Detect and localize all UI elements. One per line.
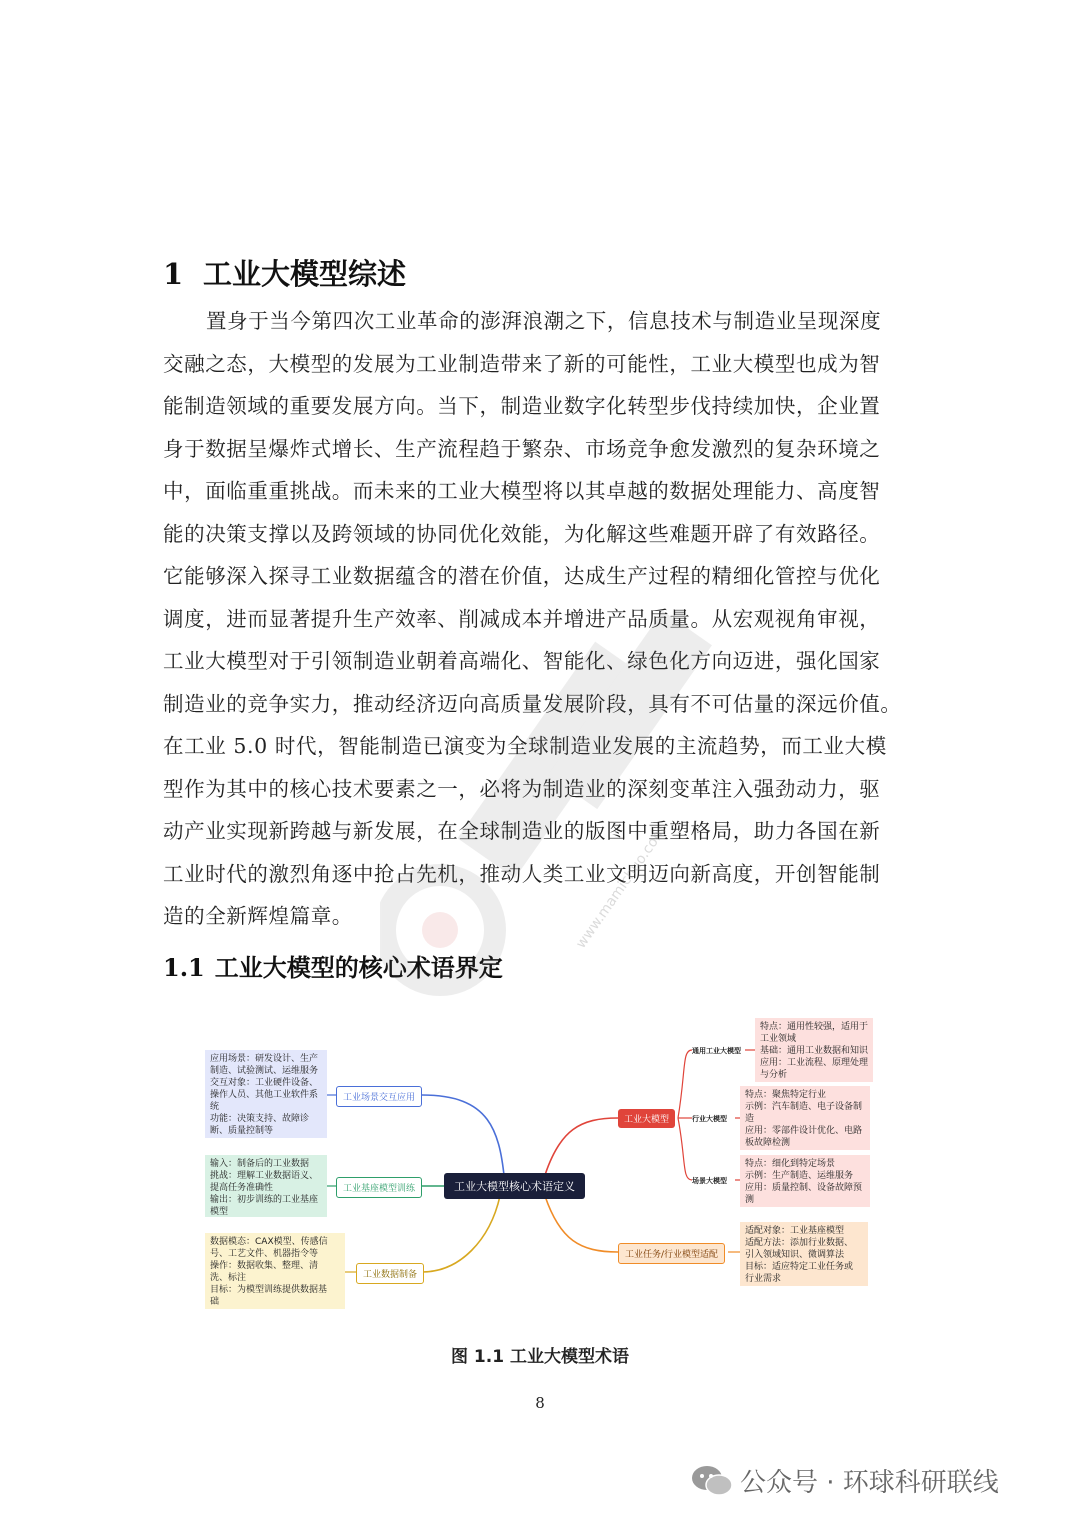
branch-node-industrial-model: 工业大模型 xyxy=(618,1109,675,1128)
section-number: 1 xyxy=(163,257,184,291)
detail-line: 断、质量控制等 xyxy=(210,1126,274,1136)
detail-line: 特点：细化到特定场景 xyxy=(745,1159,836,1169)
detail-line: 挑战：理解工业数据语义、 xyxy=(210,1171,319,1181)
body-line: 它能够深入探寻工业数据蕴含的潜在价值，达成生产过程的精细化管控与优化 xyxy=(163,564,881,588)
subsection-title: 工业大模型的核心术语界定 xyxy=(214,954,503,982)
footer-watermark xyxy=(690,1462,999,1499)
detail-line: 造 xyxy=(745,1114,755,1124)
branch-node-data-prep: 工业数据制备 xyxy=(356,1263,424,1284)
page-number: 8 xyxy=(535,1394,545,1412)
detail-box-scenario xyxy=(740,1155,870,1207)
body-line: 交融之态，大模型的发展为工业制造带来了新的可能性，工业大模型也成为智 xyxy=(163,351,881,376)
stamp-text: www.mamichuo.com xyxy=(573,823,670,952)
body-line: 置身于当今第四次工业革命的澎湃浪潮之下，信息技术与制造业呈现深度 xyxy=(206,309,882,333)
detail-box-interaction xyxy=(205,1050,327,1138)
detail-line: 引入领域知识、微调算法 xyxy=(745,1250,845,1260)
detail-box-general xyxy=(755,1018,873,1082)
detail-line: 输入：制备后的工业数据 xyxy=(210,1159,310,1169)
detail-line: 提高任务准确性 xyxy=(210,1183,274,1193)
sub-node-scenario: 场景大模型 xyxy=(692,1177,727,1185)
detail-line: 示例：汽车制造、电子设备制 xyxy=(745,1102,863,1112)
subsection-number: 1.1 xyxy=(163,953,205,982)
detail-line: 制造、试验测试、运维服务 xyxy=(210,1066,319,1076)
detail-line: 输出：初步训练的工业基座 xyxy=(210,1195,319,1205)
detail-line: 功能：决策支持、故障诊 xyxy=(210,1114,310,1124)
branch-node-adaptation: 工业任务/行业模型适配 xyxy=(618,1243,725,1264)
body-line: 能的决策支撑以及跨领域的协同优化效能，为化解这些难题开辟了有效路径。 xyxy=(163,521,881,546)
detail-line: 基础：通用工业数据和知识 xyxy=(760,1046,869,1056)
detail-line: 目标：为模型训练提供数据基 xyxy=(210,1285,328,1295)
detail-line: 示例：生产制造、运维服务 xyxy=(745,1171,854,1181)
detail-box-industry xyxy=(740,1086,870,1150)
body-line: 能制造领域的重要发展方向。当下，制造业数字化转型步伐持续加快，企业置 xyxy=(163,394,881,418)
detail-line: 应用场景：研发设计、生产 xyxy=(210,1054,319,1064)
detail-line: 目标：适应特定工业任务或 xyxy=(745,1262,854,1272)
section-title: 工业大模型综述 xyxy=(203,257,407,291)
body-line: 动产业实现新跨越与新发展，在全球制造业的版图中重塑格局，助力各国在新 xyxy=(163,819,881,843)
body-line: 制造业的竞争实力，推动经济迈向高质量发展阶段，具有不可估量的深远价值。 xyxy=(163,691,902,716)
subsection-heading xyxy=(163,948,503,983)
body-line: 中，面临重重挑战。而未来的工业大模型将以其卓越的数据处理能力、高度智 xyxy=(163,479,881,503)
detail-line: 洗、标注 xyxy=(210,1273,247,1283)
sub-node-general: 通用工业大模型 xyxy=(692,1047,741,1055)
body-line: 在工业 5.0 时代，智能制造已演变为全球制造业发展的主流趋势，而工业大模 xyxy=(163,734,887,758)
body-line: 工业大模型对于引领制造业朝着高端化、智能化、绿色化方向迈进，强化国家 xyxy=(163,649,881,673)
body-line: 身于数据呈爆炸式增长、生产流程趋于繁杂、市场竞争愈发激烈的复杂环境之 xyxy=(163,436,881,461)
detail-box-training xyxy=(205,1155,327,1217)
detail-line: 操作人员、其他工业软件系 xyxy=(210,1090,319,1100)
detail-line: 适配方法：添加行业数据、 xyxy=(745,1238,854,1248)
footer-account-name: 公众号 · 环球科研联线 xyxy=(740,1468,999,1498)
body-line: 型作为其中的核心技术要素之一，必将为制造业的深刻变革注入强劲动力，驱 xyxy=(163,776,881,801)
detail-line: 号、工艺文件、机器指令等 xyxy=(210,1249,319,1259)
detail-line: 操作：数据收集、整理、清 xyxy=(210,1261,319,1271)
branch-node-interaction: 工业场景交互应用 xyxy=(336,1086,422,1107)
detail-line: 模型 xyxy=(210,1207,229,1217)
detail-line: 应用：工业流程、原理处理 xyxy=(760,1058,869,1068)
detail-line: 特点：聚焦特定行业 xyxy=(745,1090,827,1100)
mindmap-center-node: 工业大模型核心术语定义 xyxy=(444,1173,585,1199)
mindmap-figure xyxy=(200,1010,890,1320)
detail-line: 交互对象：工业硬件设备、 xyxy=(210,1078,319,1088)
detail-line: 工业领域 xyxy=(760,1034,797,1044)
detail-line: 数据模态：CAX模型、传感信 xyxy=(210,1237,328,1247)
body-line: 调度，进而显著提升生产效率、削减成本并增进产品质量。从宏观视角审视， xyxy=(163,606,881,631)
detail-line: 统 xyxy=(210,1102,220,1112)
detail-line: 应用：零部件设计优化、电路 xyxy=(745,1126,863,1136)
detail-line: 应用：质量控制、设备故障预 xyxy=(745,1183,863,1193)
sub-node-industry: 行业大模型 xyxy=(692,1115,727,1123)
body-line: 造的全新辉煌篇章。 xyxy=(163,904,353,928)
detail-box-adaptation xyxy=(740,1222,868,1286)
detail-line: 测 xyxy=(745,1195,755,1205)
section-heading xyxy=(163,252,406,293)
detail-line: 行业需求 xyxy=(745,1274,782,1284)
detail-box-data-prep xyxy=(205,1233,345,1309)
detail-line: 与分析 xyxy=(760,1070,788,1080)
detail-line: 适配对象：工业基座模型 xyxy=(745,1226,845,1236)
detail-line: 特点：通用性较强，适用于 xyxy=(760,1022,869,1032)
figure-caption: 图 1.1 工业大模型术语 xyxy=(451,1347,629,1367)
body-paragraph xyxy=(163,300,928,938)
detail-line: 板故障检测 xyxy=(745,1138,791,1148)
detail-line: 础 xyxy=(210,1297,220,1307)
wechat-icon xyxy=(690,1464,734,1498)
branch-node-training: 工业基座模型训练 xyxy=(336,1177,422,1198)
body-line: 工业时代的激烈角逐中抢占先机，推动人类工业文明迈向新高度，开创智能制 xyxy=(163,861,881,886)
